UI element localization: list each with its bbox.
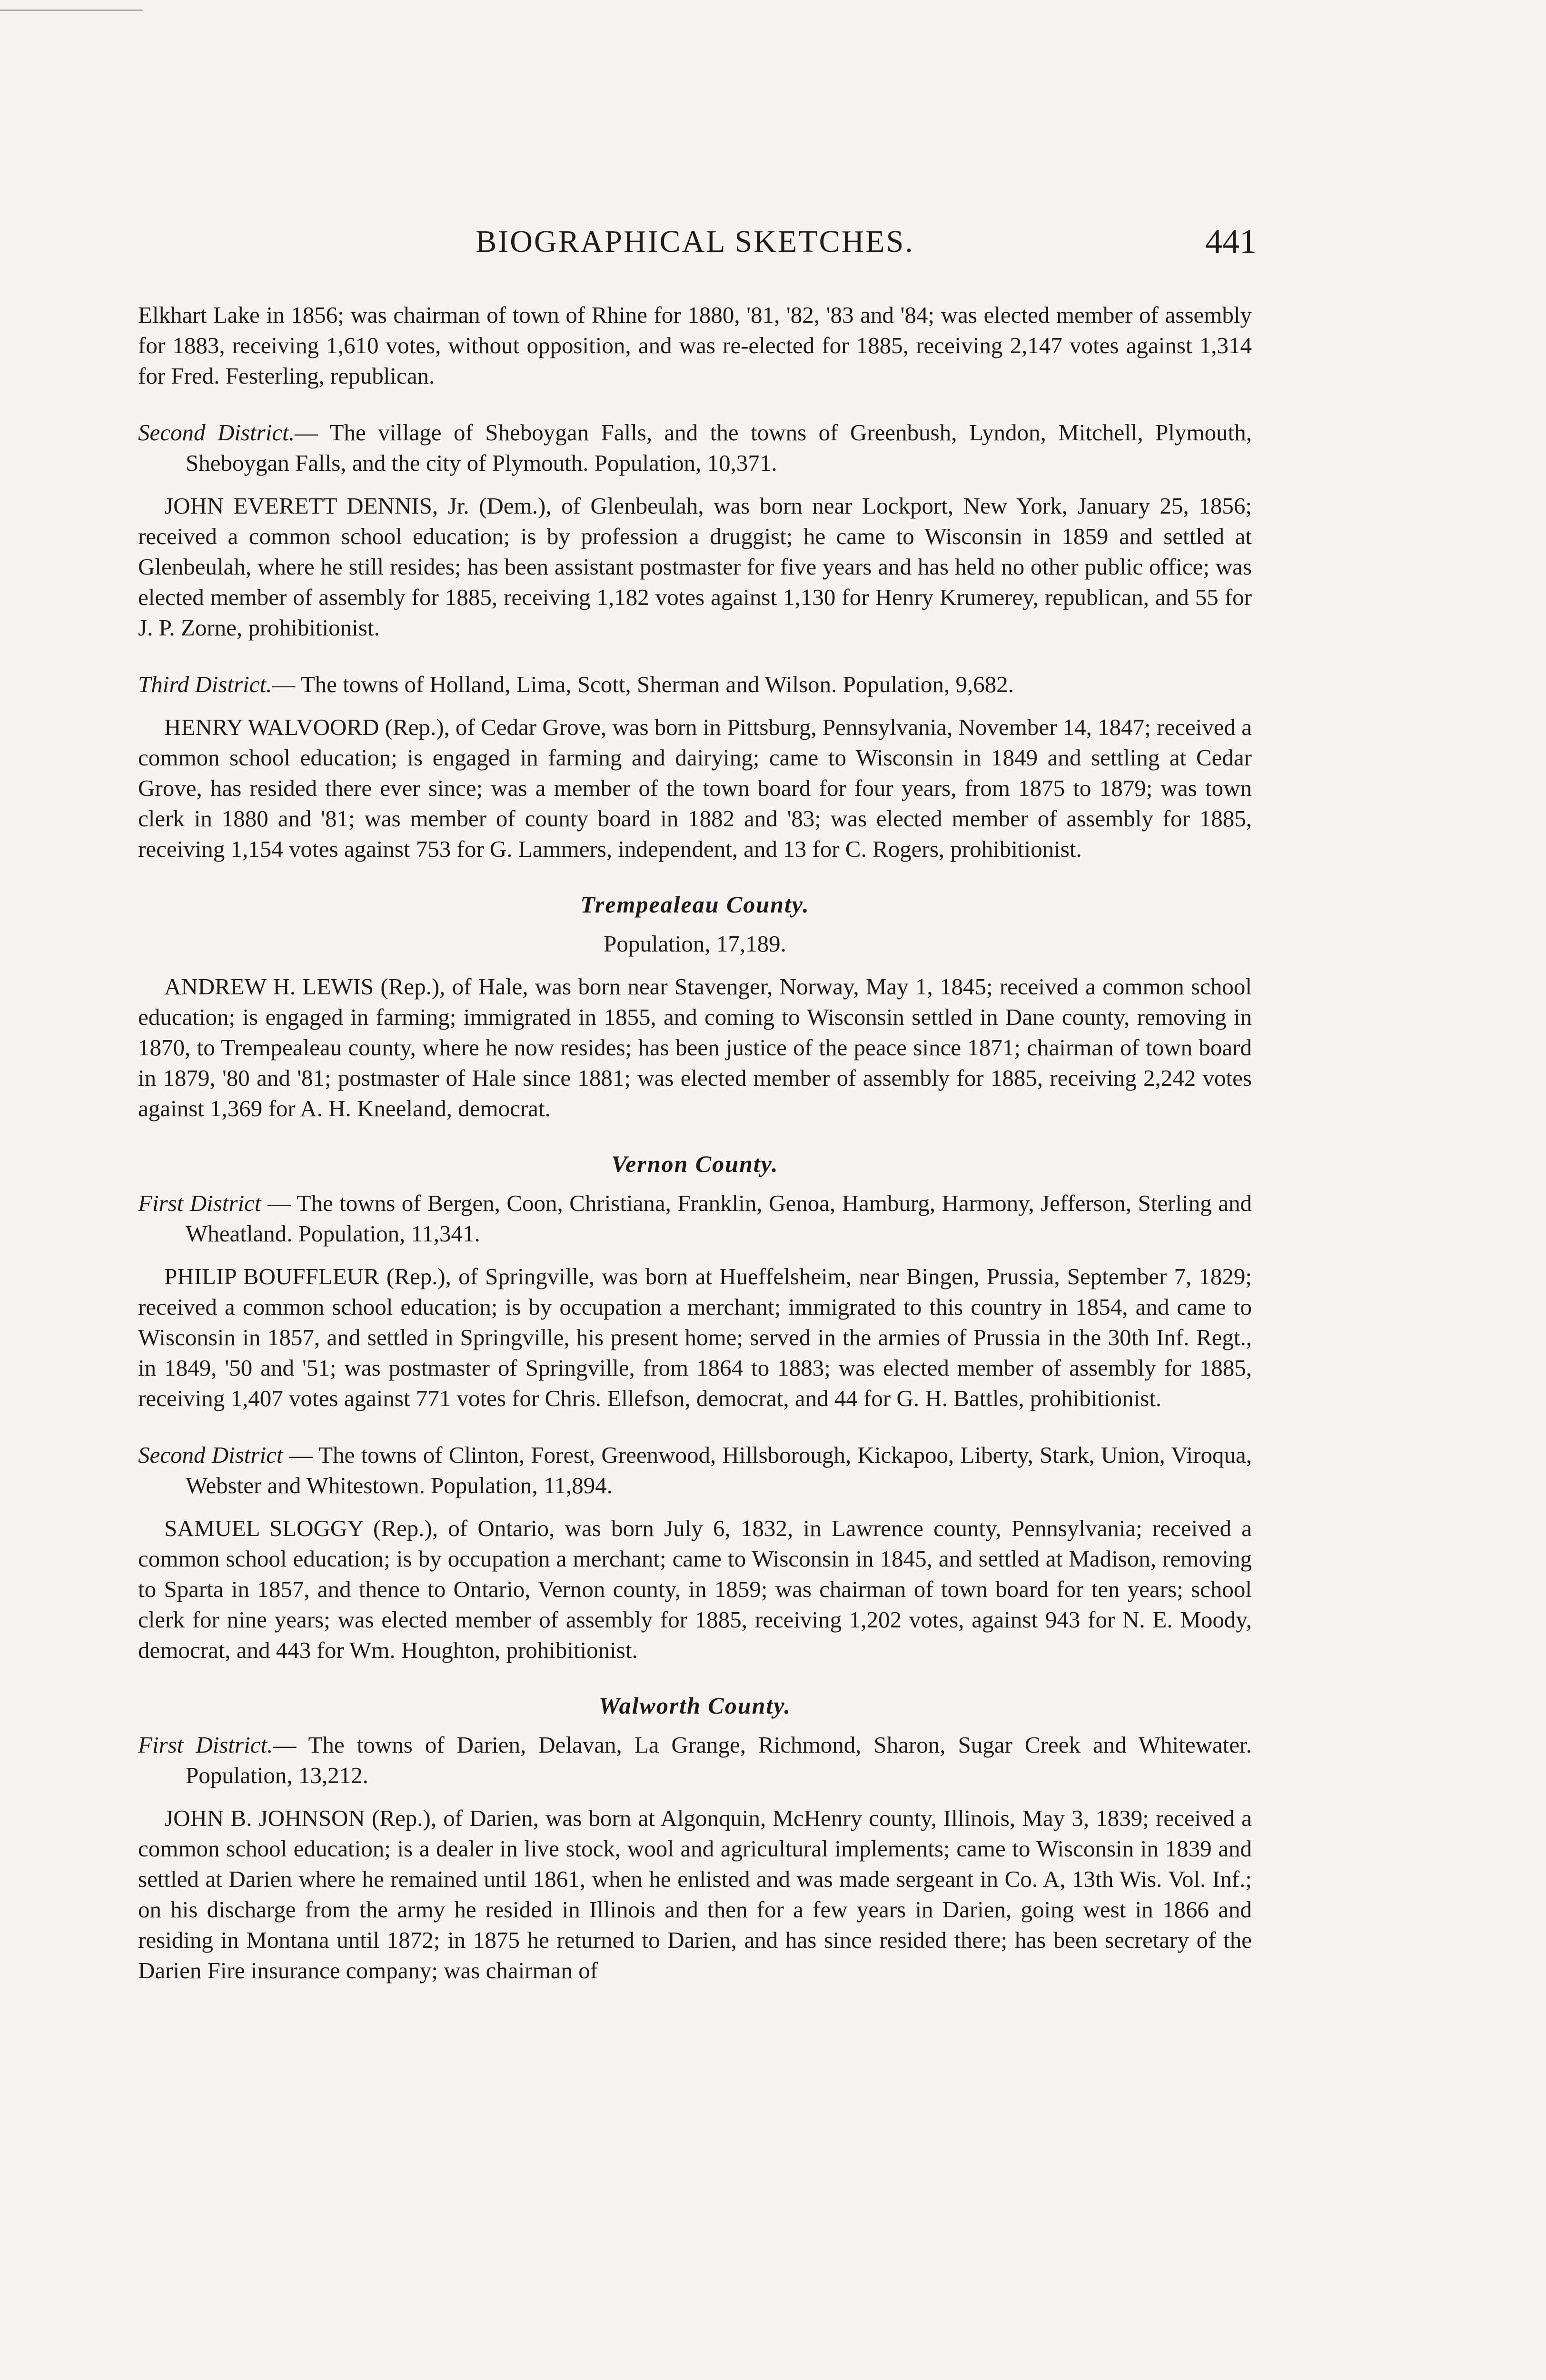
district-heading-third	[138, 669, 1252, 700]
district-heading-vernon-second	[138, 1440, 1252, 1501]
district-label: First District.	[138, 1732, 273, 1758]
county-heading-walworth: Walworth County.	[598, 1692, 792, 1719]
county-population: Population, 17,189.	[604, 931, 786, 957]
bio-lewis: ANDREW H. LEWIS (Rep.), of Hale, was born near Stavenger, Norway, May 1, 1845; received a common school education; is engaged in farming; immigrated in 1855, and coming to Wisconsin settled in Dane county, removing in 1870, to Trempealeau county, where he now resides; has been justice of the peace since 1871; chairman of town board in 1879, '80 and '81; postmaster of Hale since 1881; was elected member of assembly for 1885, receiving 2,242 votes against 1,369 for A. H. Kneeland, democrat.	[138, 973, 1252, 1121]
page-header	[138, 219, 1257, 281]
district-label: Second District.	[138, 419, 295, 446]
bio-sloggy: SAMUEL SLOGGY (Rep.), of Ontario, was born July 6, 1832, in Lawrence county, Pennsylvania; received a common school education; is by occupation a merchant; came to Wisconsin in 1845, and settled at Madison, removing to Sparta in 1857, and thence to Ontario, Vernon county, in 1859; was chairman of town board for ten years; school clerk for nine years; was elected member of assembly for 1885, receiving 1,202 votes, against 943 for N. E. Moody, democrat, and 443 for Wm. Houghton, prohibitionist.	[138, 1515, 1252, 1663]
district-description: — The towns of Bergen, Coon, Christiana, Franklin, Genoa, Hamburg, Harmony, Jefferson, Sterling and Wheatland. Population, 11,341.	[186, 1190, 1252, 1247]
scan-edge-rule	[0, 10, 143, 11]
page	[138, 219, 1257, 1986]
county-heading-vernon: Vernon County.	[611, 1150, 779, 1177]
district-description: — The towns of Clinton, Forest, Greenwood, Hillsborough, Kickapoo, Liberty, Stark, Union, Viroqua, Webster and Whitestown. Population, 11,894.	[186, 1442, 1252, 1498]
district-heading-walworth-first	[138, 1730, 1252, 1791]
district-heading-second	[138, 417, 1252, 478]
bio-walvoord: HENRY WALVOORD (Rep.), of Cedar Grove, was born in Pittsburg, Pennsylvania, November 14, 1847; received a common school education; is engaged in farming and dairying; came to Wisconsin in 1849 and settling at Cedar Grove, has resided there ever since; was a member of the town board for four years, from 1875 to 1879; was town clerk in 1880 and '81; was member of county board in 1882 and '83; was elected member of assembly for 1885, receiving 1,154 votes against 753 for G. Lammers, independent, and 13 for C. Rogers, prohibitionist.	[138, 714, 1252, 862]
district-description: — The towns of Holland, Lima, Scott, Sherman and Wilson. Population, 9,682.	[272, 671, 1014, 697]
bio-dennis: JOHN EVERETT DENNIS, Jr. (Dem.), of Glenbeulah, was born near Lockport, New York, January 25, 1856; received a common school education; is by profession a druggist; he came to Wisconsin in 1859 and settled at Glenbeulah, where he still resides; has been assistant postmaster for five years and has held no other public office; was elected member of assembly for 1885, receiving 1,182 votes against 1,130 for Henry Krumerey, republican, and 55 for J. P. Zorne, prohibitionist.	[138, 493, 1252, 641]
paragraph-continuation: Elkhart Lake in 1856; was chairman of town of Rhine for 1880, '81, '82, '83 and '84; was elected member of assembly for 1883, receiving 1,610 votes, without opposition, and was re-elected for 1885, receiving 2,147 votes against 1,314 for Fred. Festerling, republican.	[138, 302, 1252, 389]
bio-johnson: JOHN B. JOHNSON (Rep.), of Darien, was born at Algonquin, McHenry county, Illinois, May 3, 1839; received a common school education; is a dealer in live stock, wool and agricultural implements; came to Wisconsin in 1839 and settled at Darien where he remained until 1861, when he enlisted and was made sergeant in Co. A, 13th Wis. Vol. Inf.; on his discharge from the army he resided in Illinois and then for a few years in Darien, going west in 1866 and residing in Montana until 1872; in 1875 he returned to Darien, and has since resided there; has been secretary of the Darien Fire insurance company; was chairman of	[138, 1805, 1252, 1983]
county-heading-trempealeau: Trempealeau County.	[580, 891, 810, 918]
district-heading-vernon-first	[138, 1188, 1252, 1249]
district-description: — The village of Sheboygan Falls, and the towns of Greenbush, Lyndon, Mitchell, Plymouth, Sheboygan Falls, and the city of Plymouth. Population, 10,371.	[186, 419, 1252, 476]
district-label: Second District	[138, 1442, 283, 1468]
district-label: Third District.	[138, 671, 272, 697]
district-description: — The towns of Darien, Delavan, La Grange, Richmond, Sharon, Sugar Creek and Whitewater. Population, 13,212.	[186, 1732, 1252, 1788]
bio-bouffleur: PHILIP BOUFFLEUR (Rep.), of Springville, was born at Hueffelsheim, near Bingen, Prussia, September 7, 1829; received a common school education; is by occupation a merchant; immigrated to this country in 1854, and came to Wisconsin in 1857, and settled in Springville, his present home; served in the armies of Prussia in the 30th Inf. Regt., in 1849, '50 and '51; was postmaster of Springville, from 1864 to 1883; was elected member of assembly for 1885, receiving 1,407 votes against 771 votes for Chris. Ellefson, democrat, and 44 for G. H. Battles, prohibitionist.	[138, 1263, 1252, 1411]
running-title: BIOGRAPHICAL SKETCHES.	[476, 224, 914, 259]
district-label: First District	[138, 1190, 261, 1216]
page-number: 441	[1205, 222, 1257, 260]
